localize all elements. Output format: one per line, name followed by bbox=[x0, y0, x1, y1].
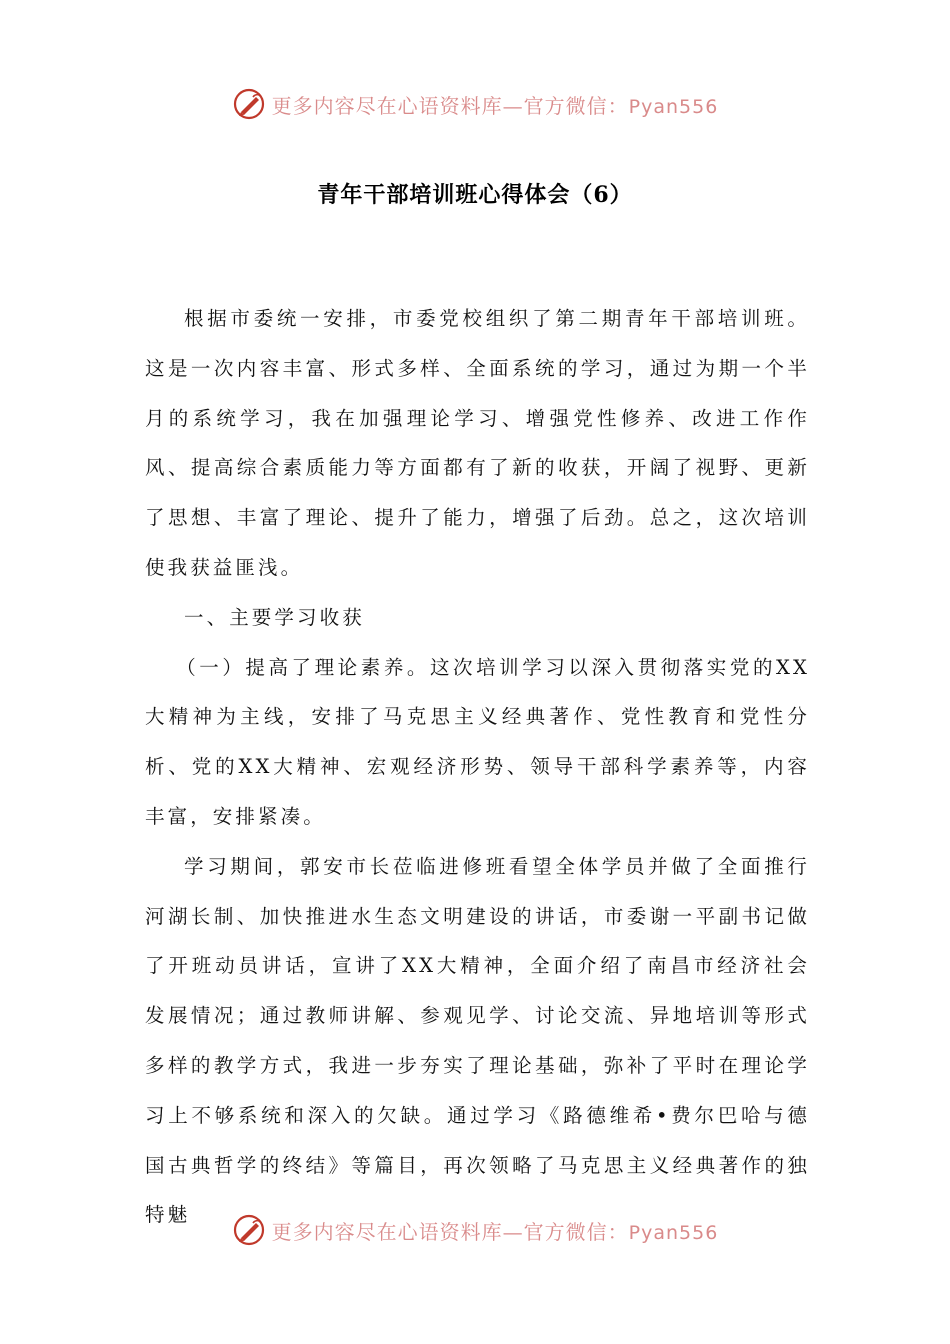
document-body bbox=[145, 294, 810, 1240]
paragraph-intro: 根据市委统一安排，市委党校组织了第二期青年干部培训班。这是一次内容丰富、形式多样、全面系统的学习，通过为期一个半月的系统学习，我在加强理论学习、增强党性修养、改进工作作风、提高综合素质能力等方面都有了新的收获，开阔了视野、更新了思想、丰富了理论、提升了能力，增强了后劲。总之，这次培训使我获益匪浅。 bbox=[145, 307, 810, 579]
pen-logo-icon bbox=[232, 87, 266, 121]
paragraph-study-period: 学习期间，郭安市长莅临进修班看望全体学员并做了全面推行河湖长制、加快推进水生态文明建设的讲话，市委谢一平副书记做了开班动员讲话，宣讲了XX大精神，全面介绍了南昌市经济社会发展情况；通过教师讲解、参观见学、讨论交流、异地培训等形式多样的教学方式，我进一步夯实了理论基础，弥补了平时在理论学习上不够系统和深入的欠缺。通过学习《路德维希•费尔巴哈与德国古典哲学的终结》等篇目，再次领略了马克思主义经典著作的独特魅 bbox=[145, 854, 810, 1227]
watermark-footer bbox=[0, 1210, 950, 1250]
watermark-header bbox=[0, 84, 950, 124]
watermark-text bbox=[272, 90, 719, 119]
section-heading: 一、主要学习收获 bbox=[184, 605, 365, 629]
watermark-wechat-id: Pyan556 bbox=[628, 95, 719, 118]
watermark-site-text: 更多内容尽在心语资料库—官方微信： bbox=[271, 1219, 629, 1244]
paragraph-theory: （一）提高了理论素养。这次培训学习以深入贯彻落实党的XX大精神为主线，安排了马克思主义经典著作、党性教育和党性分析、党的XX大精神、宏观经济形势、领导干部科学素养等，内容丰富，安排紧凑。 bbox=[145, 655, 810, 828]
watermark-wechat-id: Pyan556 bbox=[628, 1221, 719, 1244]
watermark-site-text: 更多内容尽在心语资料库—官方微信： bbox=[271, 93, 629, 118]
pen-logo-icon bbox=[232, 1213, 266, 1247]
watermark-text bbox=[272, 1216, 719, 1245]
document-title: 青年干部培训班心得体会（6） bbox=[317, 182, 633, 208]
